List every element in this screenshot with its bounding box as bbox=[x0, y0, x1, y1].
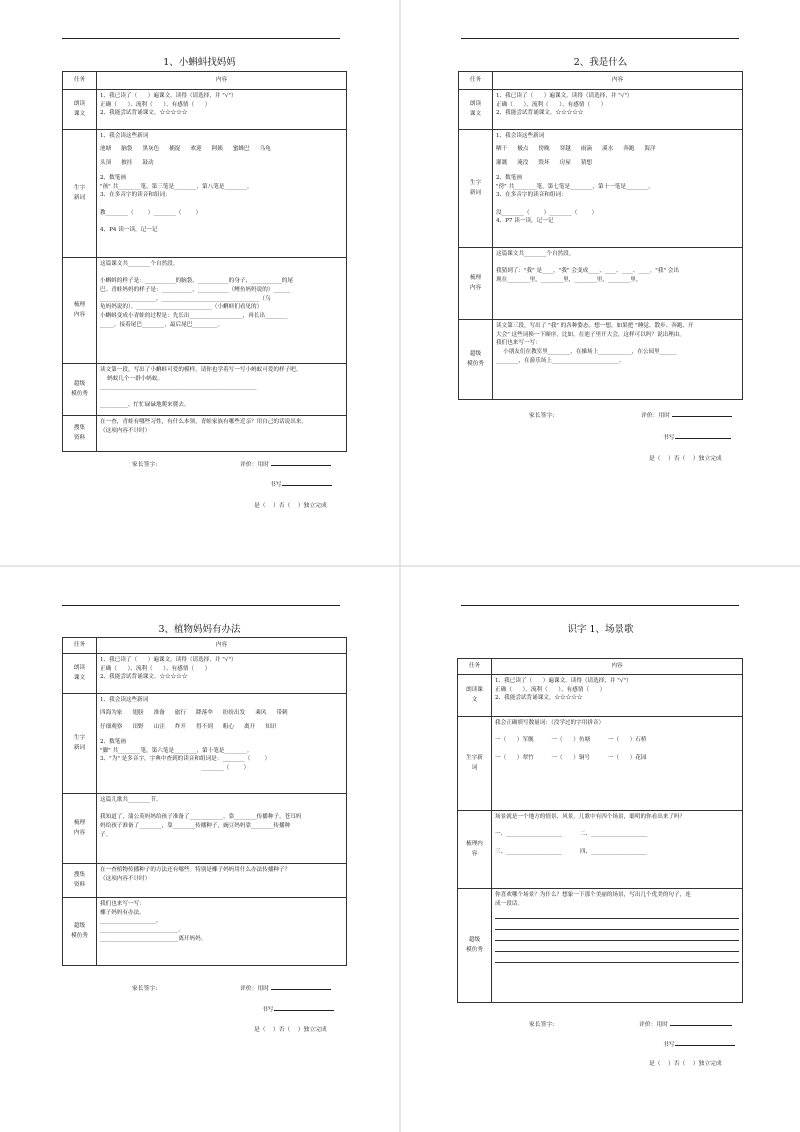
content-cell bbox=[493, 130, 743, 248]
page-title: 1、小蝌蚪找妈妈 bbox=[163, 57, 236, 68]
task-cell: 生字 新词 bbox=[63, 694, 97, 794]
content-line: 正确（ ）、流利（ ）、有感情（ ） bbox=[496, 101, 607, 108]
content-cell bbox=[493, 320, 743, 400]
content-line: 我知道了，蒲公英妈妈给孩子准备了____________，靠________传播种子。苍耳妈 bbox=[100, 814, 302, 821]
content-line: _____，接着尾巴________，最后尾巴_________。 bbox=[100, 321, 224, 328]
task-cell: 梳理内 容 bbox=[458, 811, 492, 889]
intro-text: 1、我会读这些新词 bbox=[100, 133, 149, 139]
content-line: 4、P7 读一读，记一记 bbox=[496, 218, 554, 225]
content-cell bbox=[97, 794, 347, 864]
content-line bbox=[495, 728, 739, 737]
vocab-word: 阿姨 bbox=[211, 145, 223, 152]
content-line: 你喜欢哪个场景？为什么？想象一下那个美丽的场景，写出几个优美的句子，连 bbox=[495, 892, 691, 898]
content-header: 内容 bbox=[97, 72, 347, 90]
task-cell: 超级 模仿秀 bbox=[458, 889, 492, 1003]
parent-signature-label: 家长签字: bbox=[529, 1022, 555, 1028]
vocab-word: 奔跑 bbox=[623, 145, 635, 152]
vocab-word: 山洼 bbox=[153, 724, 165, 731]
content-line: 现在________里，________里，________里，________里。 bbox=[496, 276, 642, 283]
content-line: 蚂蚁几个一群小蚂蚁。 bbox=[100, 375, 164, 382]
content-line: 2、数笔画 bbox=[100, 738, 126, 745]
content-line: ________（ ） bbox=[100, 764, 250, 771]
writing-line bbox=[495, 941, 739, 952]
vocab-word: 脑袋 bbox=[121, 145, 133, 152]
vocab-word: 淹没 bbox=[517, 160, 529, 167]
vocab-word: 傍晚 bbox=[538, 145, 550, 152]
content-line: ____________________， bbox=[100, 918, 162, 925]
writing-line bbox=[495, 952, 739, 963]
content-line bbox=[495, 822, 739, 831]
task-cell: 搜集 资料 bbox=[63, 864, 97, 898]
content-line bbox=[496, 259, 739, 268]
content-line: 我会正确填写数量词：（没学过的字用拼音） bbox=[495, 720, 605, 726]
content-cell bbox=[97, 864, 347, 898]
vocab-word: 乌龟 bbox=[259, 145, 271, 152]
handwriting-label: 书写 bbox=[262, 1004, 334, 1013]
task-cell: 超级 模仿秀 bbox=[63, 898, 97, 966]
content-line: （这项内容不计时） bbox=[100, 875, 151, 882]
vocab-word: 翅膀 bbox=[132, 709, 144, 716]
independent-completion: 是（ ）否（ ）独立完成 bbox=[649, 1061, 722, 1067]
word-list bbox=[100, 709, 343, 718]
content-cell bbox=[97, 898, 347, 966]
vocab-word: 田野 bbox=[132, 724, 144, 731]
handwriting-label: 书写 bbox=[270, 479, 332, 488]
task-cell: 梳理 内容 bbox=[63, 258, 97, 364]
vocab-word: 乘风 bbox=[255, 709, 267, 716]
vocab-word: 晒干 bbox=[496, 145, 508, 152]
content-line: 读文第一段，写出了小蝌蚪可爱的模样。请你也学着写一写小蚂蚁可爱的样子吧。 bbox=[100, 367, 302, 373]
content-line: 椰子妈妈有办法。 bbox=[100, 909, 145, 916]
content-header: 内容 bbox=[492, 659, 743, 675]
content-line: ____________________________。 bbox=[100, 926, 184, 933]
content-line: 一（ ）军舰 一（ ）鱼塘 一（ ）石桥 bbox=[495, 737, 647, 744]
vocab-word: 旅行 bbox=[174, 709, 186, 716]
vocab-word: 四海为家 bbox=[100, 709, 123, 716]
vocab-word: 海洋 bbox=[644, 145, 656, 152]
content-line: 在一查，青蛙有哪些习性，有什么本领，青蛙家族有哪些近亲？用自己的话说出来。 bbox=[100, 419, 307, 425]
content-cell bbox=[97, 364, 347, 416]
content-cell bbox=[492, 889, 743, 1003]
content-line: 1、我已读了（ ）遍课文。读得（请选择，并 "√"） bbox=[495, 678, 632, 684]
parent-signature-label: 家长签字: bbox=[132, 462, 158, 468]
vocab-word: 蜜蜂巴 bbox=[232, 145, 250, 152]
vocab-word: 披挂 bbox=[121, 160, 133, 167]
vocab-word: 捕捉 bbox=[169, 145, 181, 152]
content-cell bbox=[97, 258, 347, 364]
vocab-word: 鼓动 bbox=[142, 160, 154, 167]
content-line: 3、"为" 是多音字，字典中查到的读音和组词是：________（ ） bbox=[100, 756, 271, 763]
content-line: ________________________________________________________ bbox=[100, 384, 257, 391]
task-cell: 梳理 内容 bbox=[63, 794, 97, 864]
content-line: 没________（ ）________（ ） bbox=[496, 209, 598, 216]
content-line: 2、数笔画 bbox=[496, 174, 522, 181]
vocab-word: 粗心 bbox=[222, 724, 234, 731]
evaluation-time: 评价：用时 bbox=[639, 1019, 732, 1028]
content-line: 成一段话。 bbox=[495, 900, 523, 907]
vocab-word: 头顶 bbox=[100, 160, 112, 167]
content-header: 内容 bbox=[493, 72, 743, 90]
content-line: 龟妈妈说的）。___________________________（小蝌蚪们看见的） bbox=[100, 304, 263, 311]
content-cell bbox=[493, 90, 743, 130]
content-line: 2、我能尝试背诵课文。☆☆☆☆☆ bbox=[100, 674, 188, 681]
worksheet-page-1 bbox=[0, 0, 399, 565]
content-line: （这项内容不计时） bbox=[100, 427, 151, 434]
evaluation-time: 评价：用时 bbox=[240, 459, 331, 468]
task-cell: 生字 新词 bbox=[459, 130, 493, 248]
content-line: 正确（ ）、流利（ ）、有感情（ ） bbox=[100, 665, 211, 672]
content-line: 4、P4 读一读，记一记 bbox=[100, 226, 158, 233]
content-line bbox=[495, 839, 739, 848]
content-line bbox=[100, 805, 343, 814]
content-line: 小蝌蚪变成小青蛙的过程是：先长出___________________，再长出________ bbox=[100, 312, 288, 319]
writing-line bbox=[495, 908, 739, 919]
vocab-word: 准备 bbox=[153, 709, 165, 716]
content-cell bbox=[492, 811, 743, 889]
task-cell: 超级 模仿秀 bbox=[459, 320, 493, 400]
task-header: 任务 bbox=[458, 659, 492, 675]
evaluation-time: 评价：用时 bbox=[240, 983, 331, 992]
content-line bbox=[100, 392, 343, 401]
content-line bbox=[495, 745, 739, 754]
vocab-word: 房屋 bbox=[559, 160, 571, 167]
worksheet-table bbox=[457, 658, 743, 1003]
task-header: 任务 bbox=[63, 638, 97, 654]
content-line bbox=[100, 217, 343, 226]
writing-line bbox=[495, 919, 739, 930]
worksheet-table bbox=[62, 637, 347, 966]
task-cell: 朗读 课文 bbox=[459, 90, 493, 130]
vocab-word: 炸开 bbox=[174, 724, 186, 731]
handwriting-label: 书写 bbox=[663, 432, 731, 441]
header-rule bbox=[461, 605, 739, 606]
vocab-word: 纷纷出发 bbox=[222, 709, 246, 716]
intro-text: 1、我会读这些新词 bbox=[496, 133, 545, 139]
content-line: 子。 bbox=[100, 831, 112, 838]
vocab-word: 降落伞 bbox=[196, 709, 213, 716]
vocab-word: 雨滴 bbox=[580, 145, 593, 152]
content-line: 1、我已读了（ ）遍课文。读得（请选择，并 "√"） bbox=[496, 93, 633, 99]
vocab-word: 猜想 bbox=[580, 160, 593, 167]
header-rule bbox=[62, 605, 340, 606]
content-line: 小朋友们在教室里________，在操场上____________，在公园里______ bbox=[496, 348, 677, 355]
content-line: 2、我能尝试背诵课文。☆☆☆☆☆ bbox=[496, 110, 584, 117]
content-line: 在一查植物传播种子的方法还有哪些。特别是椰子妈妈用什么办法传播种子？ bbox=[100, 867, 291, 873]
content-line: "脚" 共________笔，第六笔是________，第十笔是________。 bbox=[100, 747, 253, 754]
content-cell bbox=[492, 717, 743, 811]
content-line: 正确（ ）、流利（ ）、有感情（ ） bbox=[100, 101, 211, 108]
content-line: 这篇儿歌共________节。 bbox=[100, 797, 162, 803]
content-line: 一、____________________ 二、____________________ bbox=[495, 831, 648, 838]
content-line: 妈给孩子准备了________，靠________传播种子，豌豆妈妈靠________传播种 bbox=[100, 822, 291, 829]
evaluation-time: 评价：用时 bbox=[641, 410, 732, 419]
content-line: 小蝌蚪的样子是：___________的脑袋，___________的身子，___________的尾 bbox=[100, 278, 293, 285]
content-cell bbox=[97, 694, 347, 794]
task-cell: 朗读 课文 bbox=[63, 654, 97, 694]
content-line: 2、数笔画 bbox=[100, 174, 126, 181]
vocab-word: 毁坏 bbox=[538, 160, 550, 167]
vocab-word: 得不到 bbox=[196, 724, 213, 731]
vocab-word: 极点 bbox=[517, 145, 529, 152]
content-cell bbox=[493, 248, 743, 320]
parent-signature-label: 家长签字: bbox=[529, 413, 555, 419]
content-line: 巴。青蛙妈妈的样子是：___________，___________（鲤鱼妈妈说的）______ bbox=[100, 286, 291, 293]
task-cell: 超级 模仿秀 bbox=[63, 364, 97, 416]
vocab-word: 离开 bbox=[244, 724, 256, 731]
vocab-word: 仔细观察 bbox=[100, 724, 123, 731]
content-line: 正确（ ）、流利（ ）、有感情（ ） bbox=[495, 686, 606, 693]
vocab-word: 灌溉 bbox=[496, 160, 508, 167]
parent-signature-label: 家长签字: bbox=[132, 986, 158, 992]
word-list bbox=[100, 145, 343, 154]
task-cell: 生字 新词 bbox=[63, 130, 97, 258]
vocab-word: 黑灰色 bbox=[142, 145, 160, 152]
content-line: "傍" 共________笔，第七笔是________，第十一笔是________。 bbox=[496, 183, 654, 190]
task-header: 任务 bbox=[459, 72, 493, 90]
content-line: "孩" 共________笔，第三笔是________，第八笔是________。 bbox=[100, 183, 253, 190]
worksheet-page-2 bbox=[401, 0, 800, 565]
task-header: 任务 bbox=[63, 72, 97, 90]
independent-completion: 是（ ）否（ ）独立完成 bbox=[254, 1027, 327, 1033]
worksheet-table bbox=[458, 71, 743, 400]
task-cell: 朗读课 文 bbox=[458, 675, 492, 717]
content-line: 教________（ ）________（ ） bbox=[100, 209, 202, 216]
word-list bbox=[496, 159, 739, 168]
header-rule bbox=[461, 38, 739, 39]
independent-completion: 是（ ）否（ ）独立完成 bbox=[254, 503, 327, 509]
content-line: 场景就是一个地方的情景、风景。儿歌中有四个场景，聪明的你看出来了吗？ bbox=[495, 814, 686, 820]
vocab-word: 欢迎 bbox=[190, 145, 202, 152]
content-cell bbox=[97, 90, 347, 130]
content-line: 2、我能尝试背诵课文。☆☆☆☆☆ bbox=[100, 110, 188, 117]
worksheet-page-3 bbox=[0, 567, 399, 1132]
task-cell: 搜集 资料 bbox=[63, 416, 97, 452]
content-line: 一（ ）翠竹 一（ ）铜号 一（ ）花园 bbox=[495, 754, 647, 761]
content-line: 2、我能尝试背诵课文。☆☆☆☆☆ bbox=[495, 695, 583, 702]
task-cell: 生字新 词 bbox=[458, 717, 492, 811]
content-line: 3、在多音字的读音和组词： bbox=[496, 192, 567, 199]
content-cell bbox=[97, 416, 347, 452]
content-line: 3、在多音字的读音和组词： bbox=[100, 192, 171, 199]
content-line bbox=[100, 269, 343, 278]
intro-text: 1、我会读这些新词 bbox=[100, 697, 149, 703]
content-line bbox=[496, 200, 739, 209]
content-line: 大会" 这些词换一下顺序，比如，在池子里开大会，这样可以吗？说出理由。 bbox=[496, 331, 685, 338]
content-line: 这篇课文共________个自然段。 bbox=[496, 251, 575, 257]
content-line: 我们也来写一写： bbox=[100, 901, 145, 907]
content-line: 读文第三段，写出了 "我" 的各种姿态。想一想，如果把 "睡觉、散步、奔跑、开 bbox=[496, 323, 694, 329]
content-line: 1、我已读了（ ）遍课文。读得（请选择，并 "√"） bbox=[100, 93, 237, 99]
content-cell bbox=[97, 130, 347, 258]
content-line: 我们也来写一写： bbox=[496, 340, 541, 347]
vocab-word: 带刺 bbox=[276, 709, 288, 716]
content-cell bbox=[97, 654, 347, 694]
task-cell: 梳理 内容 bbox=[459, 248, 493, 320]
handwriting-label: 书写 bbox=[663, 1039, 735, 1048]
content-line: ____________________________离开妈妈。 bbox=[100, 935, 207, 942]
page-title: 识字 1、场景歌 bbox=[567, 624, 634, 635]
word-list bbox=[100, 723, 343, 732]
content-cell bbox=[492, 675, 743, 717]
worksheet-table bbox=[62, 71, 347, 452]
page-title: 2、我是什么 bbox=[573, 57, 628, 68]
content-line: 这篇课文共________个自然段。 bbox=[100, 261, 179, 267]
vocab-word: 池塘 bbox=[100, 145, 112, 152]
content-line: ____________________，___________________________________（乌 bbox=[100, 295, 271, 302]
word-list bbox=[496, 145, 739, 154]
independent-completion: 是（ ）否（ ）独立完成 bbox=[649, 456, 722, 462]
content-line: ________，在游乐场上________________________。 bbox=[496, 357, 625, 364]
task-cell: 朗读 课文 bbox=[63, 90, 97, 130]
vocab-word: 知识 bbox=[265, 724, 277, 731]
content-header: 内容 bbox=[97, 638, 347, 654]
vocab-word: 溪水 bbox=[602, 145, 614, 152]
header-rule bbox=[62, 38, 340, 39]
content-line: 三、____________________ 四、____________________ bbox=[495, 848, 648, 855]
word-list bbox=[100, 159, 343, 168]
writing-line bbox=[495, 930, 739, 941]
content-line: 1、我已读了（ ）遍课文。读得（请选择，并 "√"） bbox=[100, 657, 237, 663]
content-line bbox=[100, 200, 343, 209]
content-line: 我猜到了："我" 是____。"我" 会变成____、____、____、____。"我" 会出 bbox=[496, 268, 679, 275]
vocab-word: 穿越 bbox=[559, 145, 571, 152]
worksheet-page-4 bbox=[401, 567, 800, 1132]
content-line: __________，忙忙碌碌地爬来爬去。 bbox=[100, 401, 190, 408]
page-title: 3、植物妈妈有办法 bbox=[158, 624, 241, 635]
